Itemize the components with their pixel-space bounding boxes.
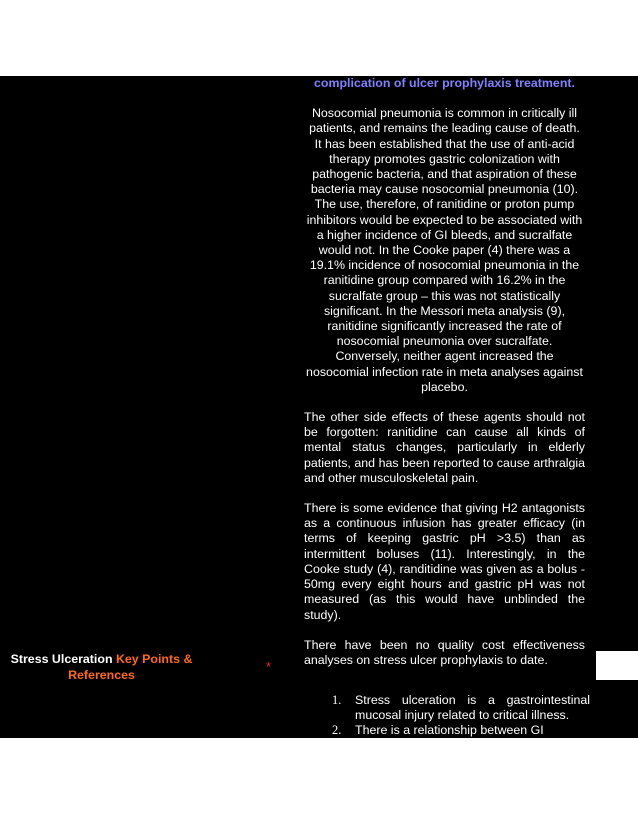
key-points-list [332, 693, 590, 739]
list-item [332, 693, 590, 723]
white-block [596, 651, 638, 680]
list-item [332, 723, 590, 738]
list-item-number: 2. [332, 723, 342, 738]
paragraph-nosocomial-pneumonia: Nosocomial pneumonia is common in critically ill patients, and remains the leading cause of death. It has been established that the use of anti-acid therapy promotes gastric colonization with pathogenic bacteria, and that aspiration of these bacteria may cause nosocomial pneumonia (10). The use, therefore, of ranitidine or proton pump inhibitors would be expected to be associated with a higher incidence of GI bleeds, and sucralfate would not. In the Cooke paper (4) there was a 19.1% incidence of nosocomial pneumonia in the ranitidine group compared with 16.2% in the sucralfate group – this was not statistically significant. In the Messori meta analysis (9), ranitidine significantly increased the rate of nosocomial pneumonia over sucralfate. Conversely, neither agent increased the nosocomial infection rate in meta analyses against placebo. [306, 106, 583, 394]
main-text-column [304, 76, 585, 668]
list-item-number: 1. [332, 693, 342, 707]
section-title-white: Stress Ulceration [10, 652, 116, 666]
asterisk-marker: * [266, 659, 272, 674]
paragraph-continuous-infusion: There is some evidence that giving H2 antagonists as a continuous infusion has greater efficacy (in terms of keeping gastric pH >3.5) than as intermittent boluses (11). Interestingly, in the Cooke study (4), randitidine was given as a bolus - 50mg every eight hours and gastric pH was not measured (as this would have unblinded the study). [304, 501, 585, 622]
section-heading: complication of ulcer prophylaxis treatment. [314, 76, 575, 90]
paragraph-cost-effectiveness: There have been no quality cost effectiveness analyses on stress ulcer prophylaxis to date. [304, 637, 585, 667]
list-item-text: There is a relationship between GI [355, 723, 544, 738]
key-points-section-title [0, 651, 203, 683]
list-item-text: Stress ulceration is a gastrointestinal mucosal injury related to critical illness. [355, 693, 590, 723]
paragraph-side-effects: The other side effects of these agents should not be forgotten: ranitidine can cause all kinds of mental status changes, particularly in elderly patients, and has been reported to cause arthralgia and other musculoskeletal pain. [304, 410, 585, 485]
section-title-orange: Key Points & References [68, 652, 193, 682]
